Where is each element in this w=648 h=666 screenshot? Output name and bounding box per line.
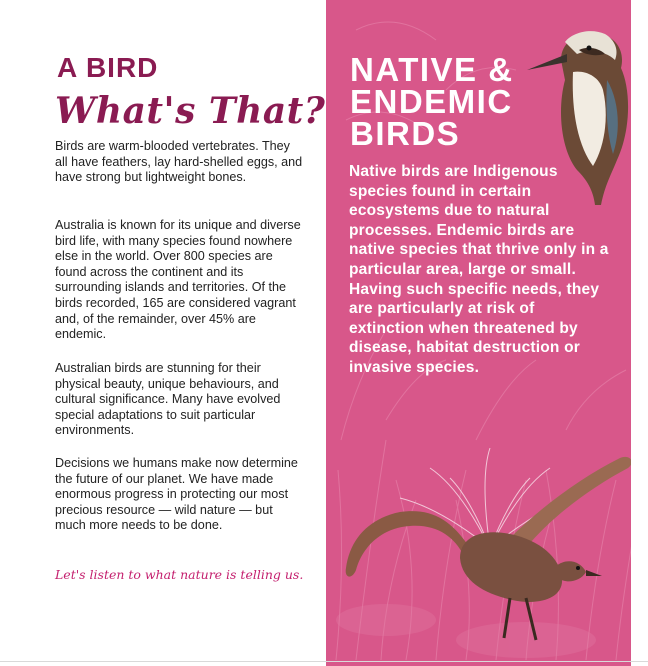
paragraph-beauty [55, 361, 305, 439]
edge-strip [631, 0, 648, 666]
right-panel [326, 0, 648, 666]
paragraph-decisions [55, 456, 305, 534]
paragraph-text: Birds are warm-blooded vertebrates. They all have feathers, lay hard-shelled eggs, and have strong but lightweight bones. [55, 139, 303, 185]
paragraph-text: Australia is known for its unique and diverse bird life, with many species found nowhere else in the world. Over 800 species are found across the continent and its surrounding islands and territories. Of the birds recorded, 165 are considered vagrant and, of the remainder, over 45% are endemic. [55, 218, 301, 342]
paragraph-text: Decisions we humans make now determine the future of our planet. We have made enormous progress in protecting our most precious resource — wild nature — but much more needs to be done. [55, 456, 298, 533]
section-kicker: A BIRD [57, 52, 159, 83]
panel-title: NATIVE & ENDEMIC BIRDS [350, 51, 514, 152]
paragraph-australia [55, 218, 305, 343]
closing-line: Let's listen to what nature is telling us. [55, 567, 304, 582]
lyrebird-illustration [340, 448, 640, 648]
bottom-divider [0, 661, 648, 662]
paragraph-text: Australian birds are stunning for their physical beauty, unique behaviours, and cultural significance. Many have evolved special adaptations to suit particular environments. [55, 361, 281, 438]
paragraph-intro [55, 139, 305, 186]
page-title: What's That? [55, 90, 326, 132]
panel-body: Native birds are Indigenous species found in certain ecosystems due to natural processes. Endemic birds are native species that thrive only in a particular area, large or small. Having such specific needs, they are particularly at risk of extinction when threatened by disease, habitat destruction or invasive species. [349, 163, 609, 376]
